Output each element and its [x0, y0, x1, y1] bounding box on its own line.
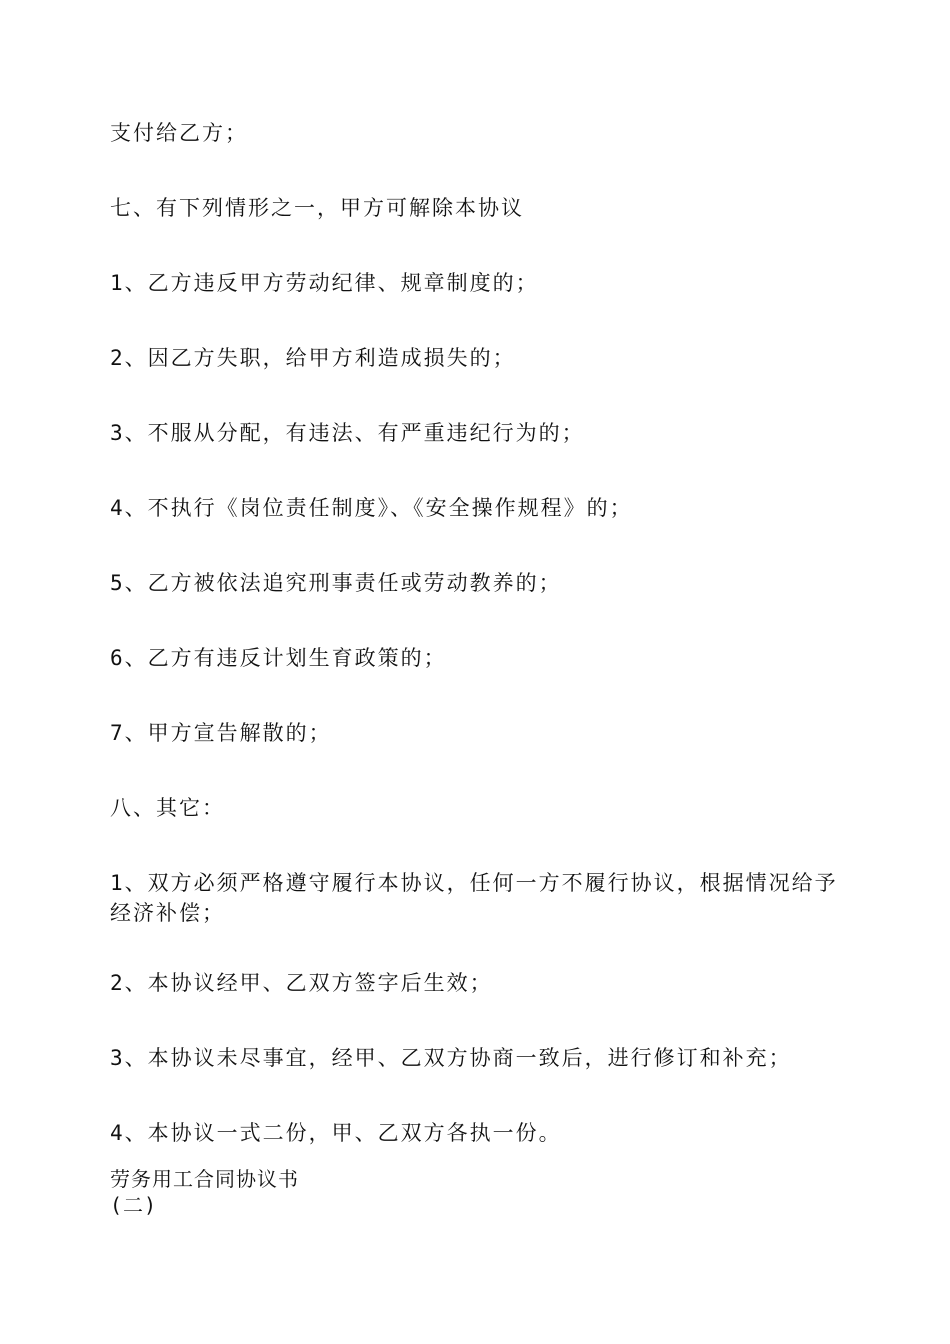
next-document-title: 劳务用工合同协议书 [110, 1167, 299, 1191]
next-document-subtitle: (二) [110, 1193, 158, 1217]
clause-7-2: 2、因乙方失职，给甲方利造成损失的； [110, 346, 516, 370]
clause-7-5: 5、乙方被依法追究刑事责任或劳动教养的； [110, 571, 562, 595]
clause-8-1: 1、双方必须严格遵守履行本协议，任何一方不履行协议，根据情况给予经济补偿； [110, 871, 838, 925]
section-seven-heading: 七、有下列情形之一，甲方可解除本协议 [110, 196, 524, 220]
clause-7-1: 1、乙方违反甲方劳动纪律、规章制度的； [110, 271, 539, 295]
paragraph-payment: 支付给乙方； [110, 121, 248, 145]
clause-8-2: 2、本协议经甲、乙双方签字后生效； [110, 971, 493, 995]
clause-7-4: 4、不执行《岗位责任制度》、《安全操作规程》的； [110, 496, 633, 520]
section-eight-heading: 八、其它： [110, 796, 225, 820]
clause-8-4: 4、本协议一式二份，甲、乙双方各执一份。 [110, 1121, 562, 1145]
clause-7-3: 3、不服从分配，有违法、有严重违纪行为的； [110, 421, 585, 445]
clause-7-6: 6、乙方有违反计划生育政策的； [110, 646, 447, 670]
clause-8-3: 3、本协议未尽事宜，经甲、乙双方协商一致后，进行修订和补充； [110, 1046, 792, 1070]
clause-7-7: 7、甲方宣告解散的； [110, 721, 332, 745]
